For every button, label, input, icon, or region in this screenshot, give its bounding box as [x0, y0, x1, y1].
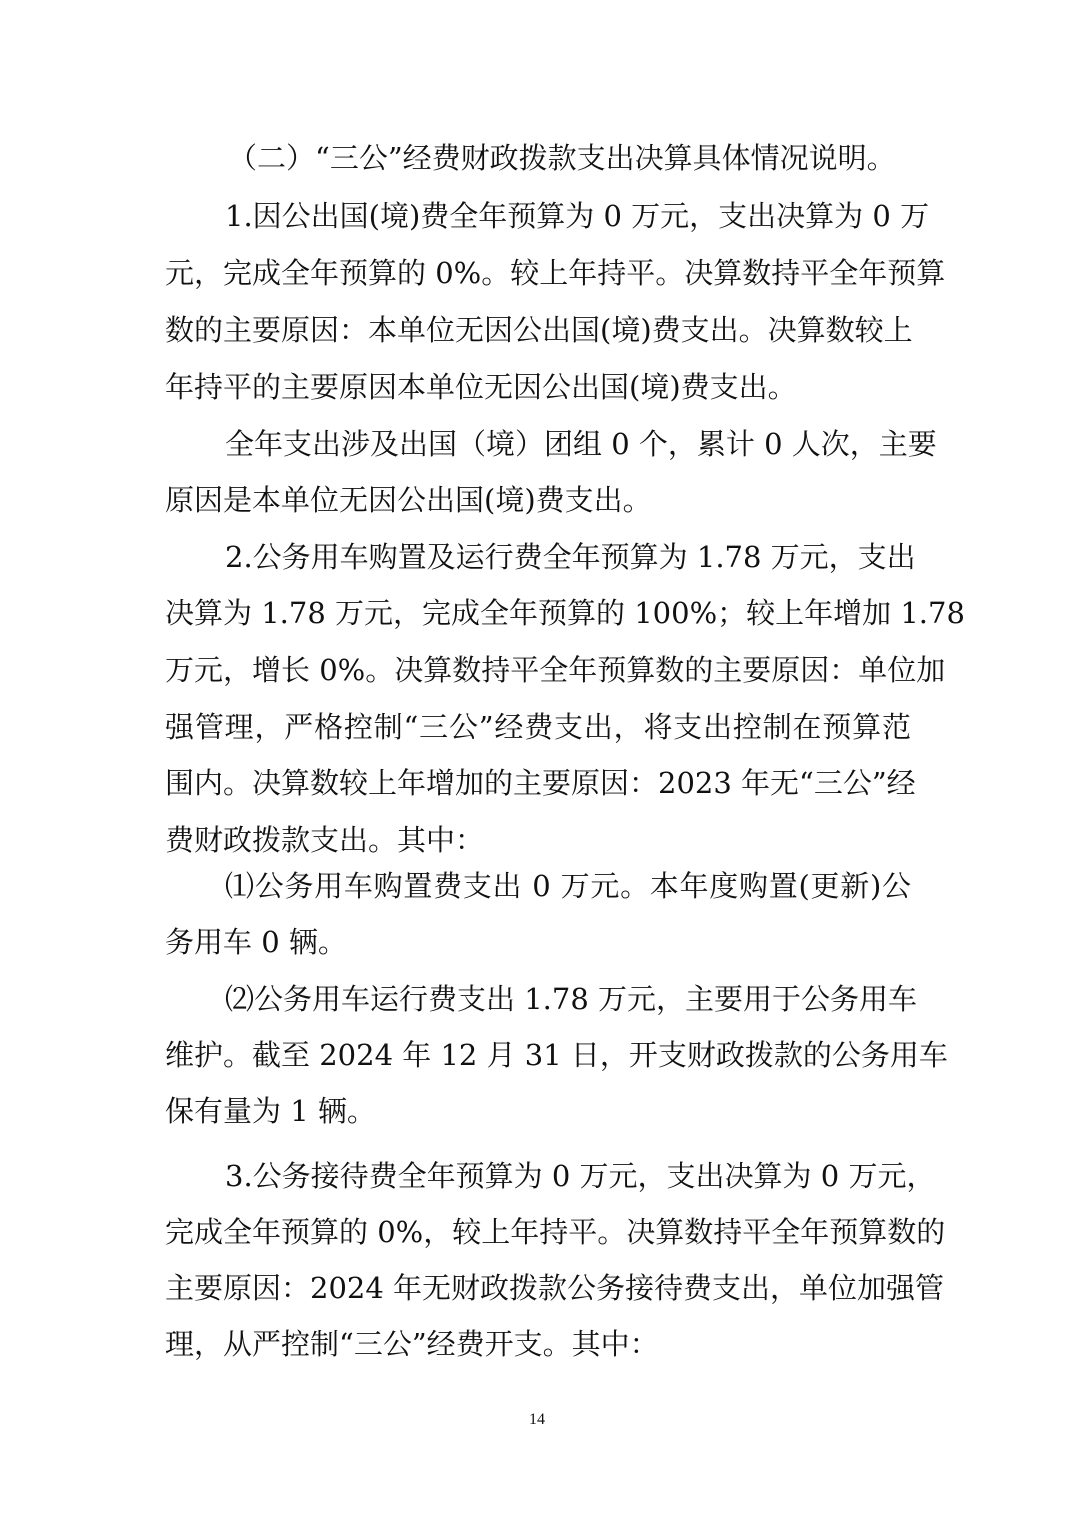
paragraph-line: 保有量为 1 辆。 — [165, 1094, 376, 1128]
paragraph-line: ⑴公务用车购置费支出 0 万元。本年度购置(更新)公 — [225, 869, 911, 903]
paragraph-line: 原因是本单位无因公出国(境)费支出。 — [165, 483, 652, 517]
paragraph-line: 主要原因：2024 年无财政拨款公务接待费支出，单位加强管 — [165, 1271, 945, 1305]
paragraph-line: 理，从严控制“三公”经费开支。其中： — [165, 1327, 659, 1361]
paragraph-line: 年持平的主要原因本单位无因公出国(境)费支出。 — [165, 370, 797, 404]
page-number: 14 — [529, 1411, 545, 1428]
paragraph-line: 万元，增长 0%。决算数持平全年预算数的主要原因：单位加 — [165, 653, 946, 687]
paragraph-line: 数的主要原因：本单位无因公出国(境)费支出。决算数较上 — [165, 313, 913, 347]
paragraph-line: 完成全年预算的 0%，较上年持平。决算数持平全年预算数的 — [165, 1215, 946, 1249]
paragraph-line: 1.因公出国(境)费全年预算为 0 万元，支出决算为 0 万 — [225, 199, 930, 233]
paragraph-line: 3.公务接待费全年预算为 0 万元，支出决算为 0 万元， — [225, 1159, 936, 1193]
paragraph-line: 元，完成全年预算的 0%。较上年持平。决算数持平全年预算 — [165, 256, 946, 290]
paragraph-line: 围内。决算数较上年增加的主要原因：2023 年无“三公”经 — [165, 766, 916, 800]
paragraph-line: 全年支出涉及出国（境）团组 0 个，累计 0 人次，主要 — [225, 427, 937, 461]
paragraph-line: 维护。截至 2024 年 12 月 31 日，开支财政拨款的公务用车 — [165, 1038, 948, 1072]
paragraph-line: ⑵公务用车运行费支出 1.78 万元，主要用于公务用车 — [225, 982, 918, 1016]
paragraph-line: 费财政拨款支出。其中： — [165, 823, 485, 857]
paragraph-line: 决算为 1.78 万元，完成全年预算的 100%；较上年增加 1.78 — [165, 596, 965, 630]
paragraph-line: 2.公务用车购置及运行费全年预算为 1.78 万元，支出 — [225, 540, 916, 574]
paragraph-line: 强管理，严格控制“三公”经费支出，将支出控制在预算范 — [165, 710, 911, 744]
paragraph-line: 务用车 0 辆。 — [165, 925, 347, 959]
section-heading: （二）“三公”经费财政拨款支出决算具体情况说明。 — [228, 141, 896, 175]
